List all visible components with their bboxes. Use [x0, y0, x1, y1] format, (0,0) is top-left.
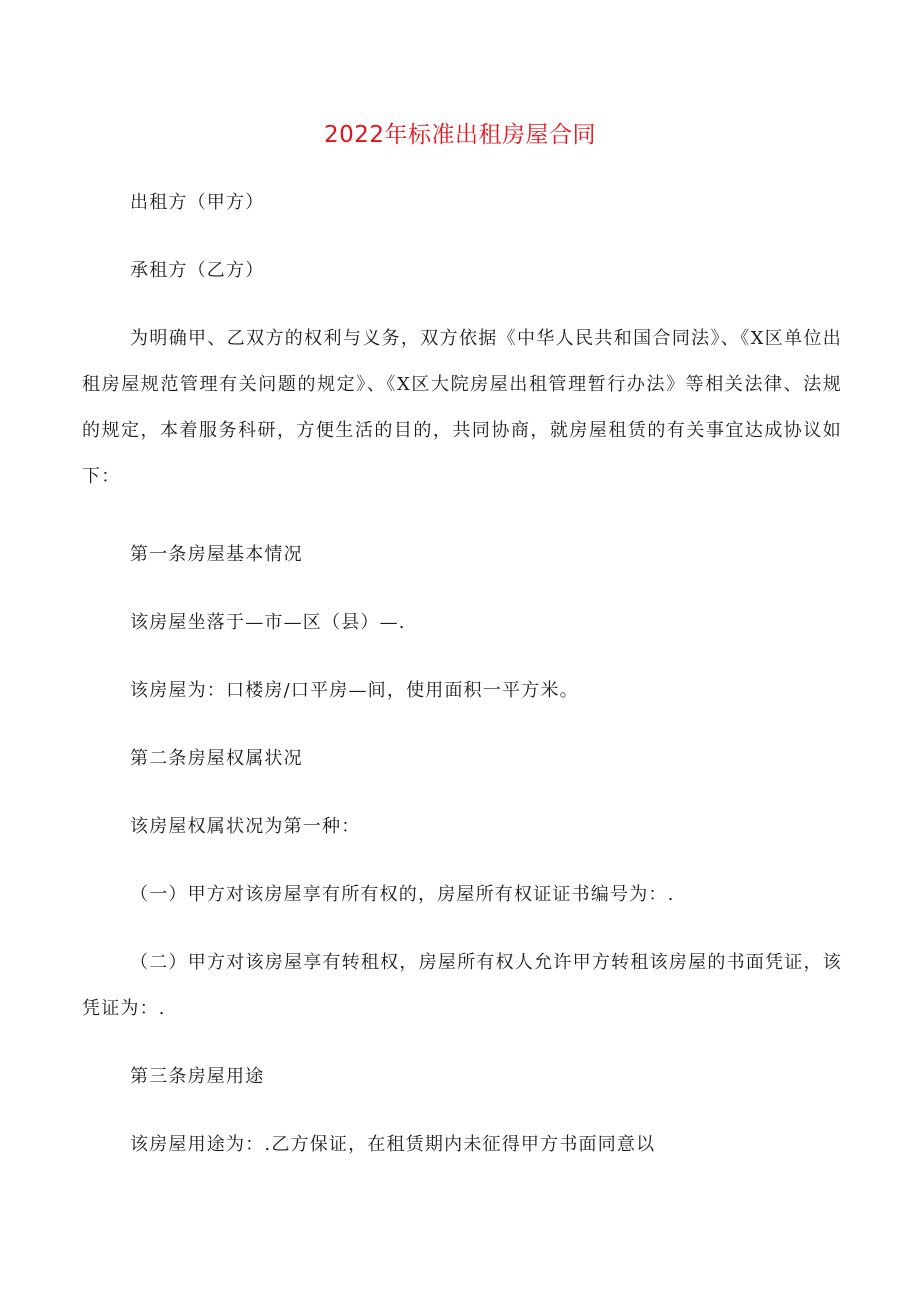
article-2-item-1: （一）甲方对该房屋享有所有权的，房屋所有权证证书编号为：.	[130, 884, 675, 905]
article-1-heading: 第一条房屋基本情况	[130, 544, 303, 565]
article-2-item-2: （二）甲方对该房屋享有转租权，房屋所有权人允许甲方转租该房屋的书面凭证，该凭证为：.	[82, 952, 842, 1019]
article-1-location: 该房屋坐落于—市—区（县）—.	[130, 612, 406, 633]
document-title: 2022年标准出租房屋合同	[323, 122, 597, 148]
preamble-paragraph: 为明确甲、乙双方的权利与义务，双方依据《中华人民共和国合同法》、《X区单位出租房屋规范管理有关问题的规定》、《X区大院房屋出租管理暂行办法》等相关法律、法规的规定，本着服务科研，方便生活的目的，共同协商，就房屋租赁的有关事宜达成协议如下：	[82, 328, 842, 487]
article-2-status: 该房屋权属状况为第一种：	[130, 816, 361, 837]
article-2-heading: 第二条房屋权属状况	[130, 748, 303, 769]
article-3-heading: 第三条房屋用途	[130, 1066, 265, 1087]
article-3-usage: 该房屋用途为：.乙方保证，在租赁期内未征得甲方书面同意以	[130, 1134, 656, 1155]
party-a-line: 出租方（甲方）	[130, 192, 265, 213]
party-b-line: 承租方（乙方）	[130, 260, 265, 281]
article-1-type: 该房屋为：口楼房/口平房—间，使用面积一平方米。	[130, 680, 579, 701]
